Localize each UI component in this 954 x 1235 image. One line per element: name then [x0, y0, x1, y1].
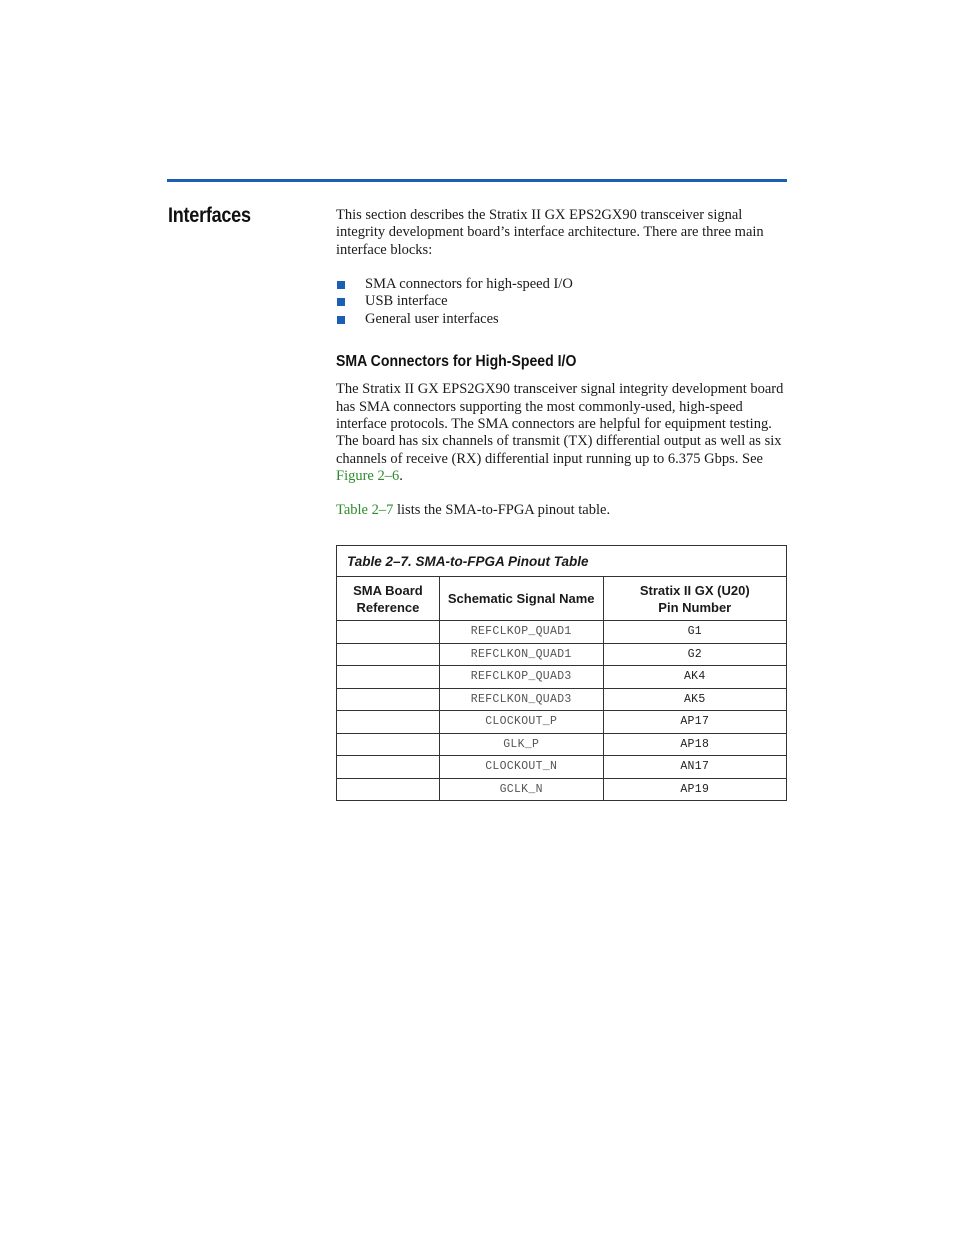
list-item: [336, 293, 788, 311]
table-row: [337, 733, 787, 756]
signal-name-cell: REFCLKOP_QUAD1: [439, 621, 603, 644]
signal-name-cell: GLK_P: [439, 733, 603, 756]
header-line: Pin Number: [658, 599, 732, 615]
header-line: Schematic Signal Name: [447, 591, 595, 606]
sma-ref-cell: [337, 666, 440, 689]
sma-ref-cell: [337, 688, 440, 711]
table-row: [337, 643, 787, 666]
body-column: [336, 207, 788, 519]
list-item: [336, 276, 788, 294]
table-row: [337, 666, 787, 689]
table-row: [337, 778, 787, 801]
sma-ref-cell: [337, 711, 440, 734]
pin-number-cell: AP18: [603, 733, 786, 756]
section-title: Interfaces: [168, 204, 251, 227]
pin-number-cell: AP17: [603, 711, 786, 734]
signal-name-cell: CLOCKOUT_N: [439, 756, 603, 779]
list-item-text: SMA connectors for high-speed I/O: [365, 275, 573, 292]
pin-number-cell: AP19: [603, 778, 786, 801]
signal-name-cell: REFCLKOP_QUAD3: [439, 666, 603, 689]
signal-name-cell: CLOCKOUT_P: [439, 711, 603, 734]
table-row: [337, 756, 787, 779]
pin-number-cell: G2: [603, 643, 786, 666]
table-caption: Table 2–7. SMA-to-FPGA Pinout Table: [337, 546, 787, 577]
table-row: [337, 688, 787, 711]
table-ref-text: lists the SMA-to-FPGA pinout table.: [393, 502, 611, 519]
table-ref-paragraph: [336, 502, 788, 519]
interface-list: [336, 276, 788, 329]
pin-number-cell: AK4: [603, 666, 786, 689]
figure-link[interactable]: Figure 2–6: [336, 467, 400, 484]
square-bullet-icon: [337, 298, 345, 306]
pinout-table: [336, 545, 787, 801]
sma-ref-cell: [337, 778, 440, 801]
list-item-text: General user interfaces: [365, 310, 499, 327]
signal-name-cell: GCLK_N: [439, 778, 603, 801]
sma-paragraph: [336, 381, 788, 485]
sma-ref-cell: [337, 756, 440, 779]
table-row: [337, 711, 787, 734]
subsection-title: SMA Connectors for High-Speed I/O: [336, 353, 577, 371]
table-link[interactable]: Table 2–7: [336, 502, 394, 519]
list-item: [336, 311, 788, 329]
sma-paragraph-text: The Stratix II GX EPS2GX90 transceiver signal integrity development board has SMA connectors supporting the most commonly-used, high-speed interface protocols. The SMA connectors are helpful for equipment testing. The board has six channels of transmit (TX) differential output as well as six channels of receive (RX) differential input running up to 6.375 Gbps. See: [336, 381, 784, 467]
list-item-text: USB interface: [365, 293, 448, 310]
square-bullet-icon: [337, 316, 345, 324]
pin-number-cell: AK5: [603, 688, 786, 711]
header-line: Reference: [356, 599, 420, 615]
table-header-row: [337, 577, 787, 621]
header-rule: [167, 179, 787, 182]
sma-ref-cell: [337, 621, 440, 644]
sma-paragraph-end: .: [399, 467, 403, 484]
header-line: SMA Board: [353, 582, 423, 598]
pin-number-cell: G1: [603, 621, 786, 644]
table-row: [337, 621, 787, 644]
sma-ref-cell: [337, 733, 440, 756]
signal-name-cell: REFCLKON_QUAD1: [439, 643, 603, 666]
header-line: Stratix II GX (U20): [639, 582, 750, 598]
column-header-signal: [439, 577, 603, 621]
column-header-sma-ref: [337, 577, 440, 621]
signal-name-cell: REFCLKON_QUAD3: [439, 688, 603, 711]
intro-paragraph: This section describes the Stratix II GX EPS2GX90 transceiver signal integrity development board’s interface architecture. There are three main interface blocks:: [336, 207, 764, 258]
sma-ref-cell: [337, 643, 440, 666]
square-bullet-icon: [337, 281, 345, 289]
pin-number-cell: AN17: [603, 756, 786, 779]
column-header-pin: [603, 577, 786, 621]
